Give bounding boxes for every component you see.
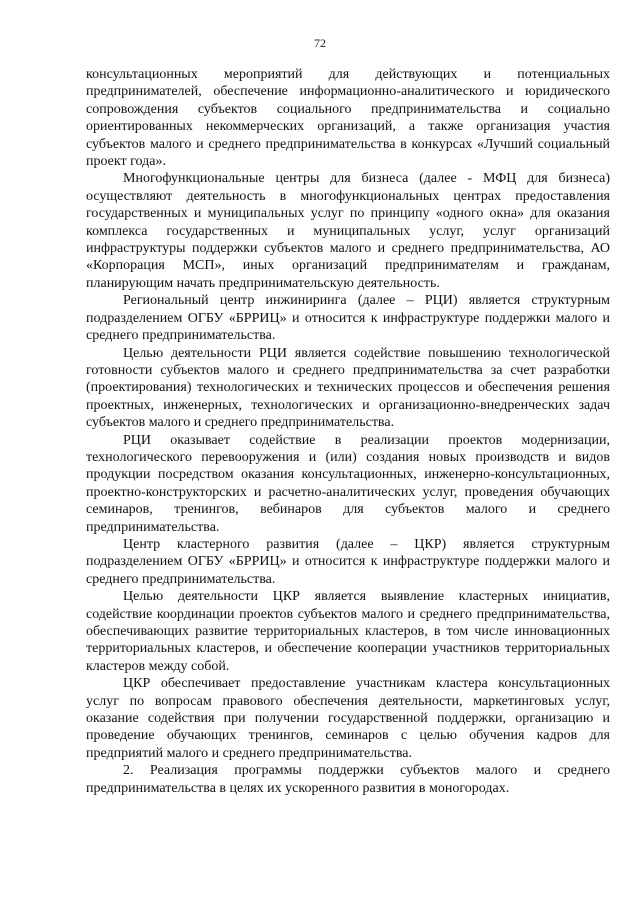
- paragraph-mfc-for-business: Многофункциональные центры для бизнеса (далее - МФЦ для бизнеса) осуществляют деятельность в многофункциональных центрах предоставления государственных и муниципальных услуг по принципу «одного окна» для оказания комплекса государственных и муниципальных услуг, услуг организаций инфраструктуры поддержки субъектов малого и среднего предпринимательства, АО «Корпорация МСП», иных организаций предпринимателям и гражданам, планирующим начать предпринимательскую деятельность.: [86, 171, 610, 291]
- document-body: [86, 66, 610, 797]
- paragraph-continuation: консультационных мероприятий для действующих и потенциальных предпринимателей, обеспечение информационно-аналитического и юридического сопровождения субъектов социального предпринимательства и социально ориентированных некоммерческих организаций, а также организация участия субъектов малого и среднего предпринимательства в конкурсах «Лучший социальный проект года».: [86, 67, 610, 170]
- paragraph-section-2-heading: 2. Реализация программы поддержки субъектов малого и среднего предпринимательства в целях их ускоренного развития в моногородах.: [86, 763, 610, 796]
- page-number: 72: [314, 36, 326, 50]
- paragraph-rci-definition: Региональный центр инжиниринга (далее – РЦИ) является структурным подразделением ОГБУ «БРРИЦ» и относится к инфраструктуре поддержки малого и среднего предпринимательства.: [86, 293, 610, 344]
- paragraph-rci-services: РЦИ оказывает содействие в реализации проектов модернизации, технологического перевооружения и (или) создания новых производств и видов продукции посредством оказания консультационных, инженерно-консультационных, проектно-конструкторских и расчетно-аналитических услуг, проведения обучающих семинаров, тренингов, вебинаров для субъектов малого и среднего предпринимательства.: [86, 432, 610, 535]
- paragraph-ckr-definition: Центр кластерного развития (далее – ЦКР) является структурным подразделением ОГБУ «БРРИЦ» и относится к инфраструктуре поддержки малого и среднего предпринимательства.: [86, 536, 610, 587]
- paragraph-rci-goal: Целью деятельности РЦИ является содействие повышению технологической готовности субъектов малого и среднего предпринимательства за счет разработки (проектирования) технологических и технических процессов и обеспечения решения проектных, инженерных, технологических и организационно-внедренческих задач субъектов малого и среднего предпринимательства.: [86, 345, 610, 431]
- paragraph-ckr-services: ЦКР обеспечивает предоставление участникам кластера консультационных услуг по вопросам правового обеспечения деятельности, маркетинговых услуг, оказание содействия при получении государственной поддержки, организацию и проведение обучающих тренингов, семинаров с целью обучения кадров для предприятий малого и среднего предпринимательства.: [86, 676, 610, 761]
- paragraph-ckr-goal: Целью деятельности ЦКР является выявление кластерных инициатив, содействие координации проектов субъектов малого и среднего предпринимательства, обеспечивающих развитие территориальных кластеров, в том числе инновационных территориальных кластеров, и обеспечение кооперации участников территориальных кластеров между собой.: [86, 589, 610, 674]
